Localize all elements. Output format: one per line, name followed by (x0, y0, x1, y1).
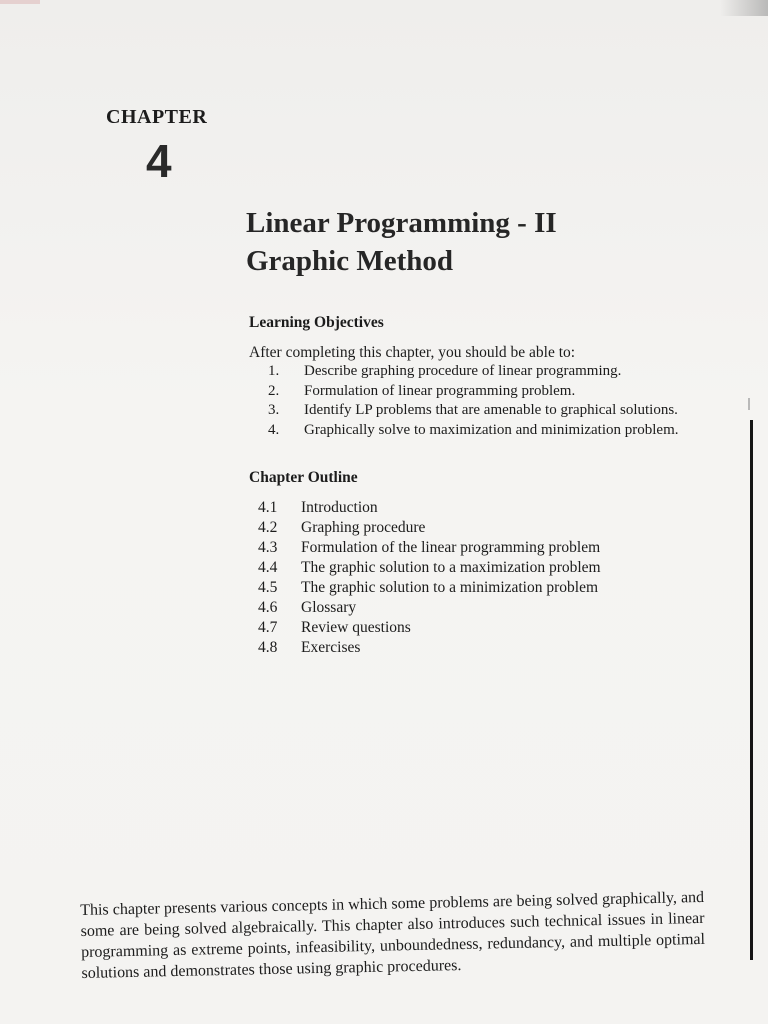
outline-text: The graphic solution to a minimization problem (301, 579, 599, 596)
outline-text: Graphing procedure (301, 519, 426, 536)
objective-number: 4. (268, 421, 280, 438)
chapter-label: CHAPTER (106, 106, 208, 128)
page-edge-mark (748, 398, 750, 410)
outline-number: 4.7 (258, 619, 278, 636)
objective-item (268, 401, 679, 421)
scan-artifact (720, 0, 768, 16)
outline-item (258, 518, 601, 538)
objective-number: 3. (268, 402, 280, 418)
outline-text: Exercises (301, 639, 361, 656)
objective-text: Graphically solve to maximization and minimization problem. (304, 421, 679, 438)
outline-number: 4.4 (258, 559, 278, 576)
objective-item (268, 382, 679, 402)
outline-text: Introduction (301, 499, 378, 516)
outline-number: 4.6 (258, 599, 278, 616)
objective-item (268, 362, 679, 382)
outline-number: 4.8 (258, 639, 278, 656)
objective-number: 1. (268, 363, 280, 379)
learning-objectives-list (268, 362, 679, 440)
chapter-outline-list (258, 498, 601, 658)
learning-objectives-heading: Learning Objectives (249, 314, 384, 331)
outline-number: 4.3 (258, 539, 278, 556)
chapter-title (246, 204, 557, 280)
outline-item (258, 538, 601, 558)
page-edge-shadow (750, 420, 753, 960)
outline-number: 4.1 (258, 499, 278, 516)
chapter-number: 4 (146, 135, 172, 187)
scan-artifact (0, 0, 40, 4)
outline-text: Formulation of the linear programming problem (301, 539, 601, 556)
outline-item (258, 558, 601, 578)
outline-item (258, 618, 601, 638)
chapter-title-line-2: Graphic Method (246, 245, 454, 277)
outline-number: 4.2 (258, 519, 278, 536)
objective-text: Formulation of linear programming problem. (304, 382, 576, 399)
outline-text: Glossary (301, 599, 357, 616)
outline-number: 4.5 (258, 579, 278, 596)
outline-item (258, 498, 601, 518)
chapter-summary-paragraph: This chapter presents various concepts in which some problems are being solved graphically, and some are being solved algebraically. This chapter also introduces such technical issues in linear programming as extreme points, infeasibility, unboundedness, redundancy, and multiple optimal solutions and demonstrates those using graphic procedures. (80, 888, 706, 982)
outline-text: Review questions (301, 619, 411, 636)
objective-text: Identify LP problems that are amenable to graphical solutions. (304, 402, 678, 418)
objective-number: 2. (268, 382, 280, 399)
objective-text: Describe graphing procedure of linear programming. (304, 363, 622, 379)
outline-item (258, 638, 601, 658)
outline-item (258, 598, 601, 618)
objective-item (268, 421, 679, 441)
outline-item (258, 578, 601, 598)
chapter-outline-heading: Chapter Outline (249, 469, 358, 486)
chapter-title-line-1: Linear Programming - II (246, 207, 557, 239)
learning-objectives-intro: After completing this chapter, you should be able to: (249, 344, 576, 361)
outline-text: The graphic solution to a maximization problem (301, 559, 601, 576)
